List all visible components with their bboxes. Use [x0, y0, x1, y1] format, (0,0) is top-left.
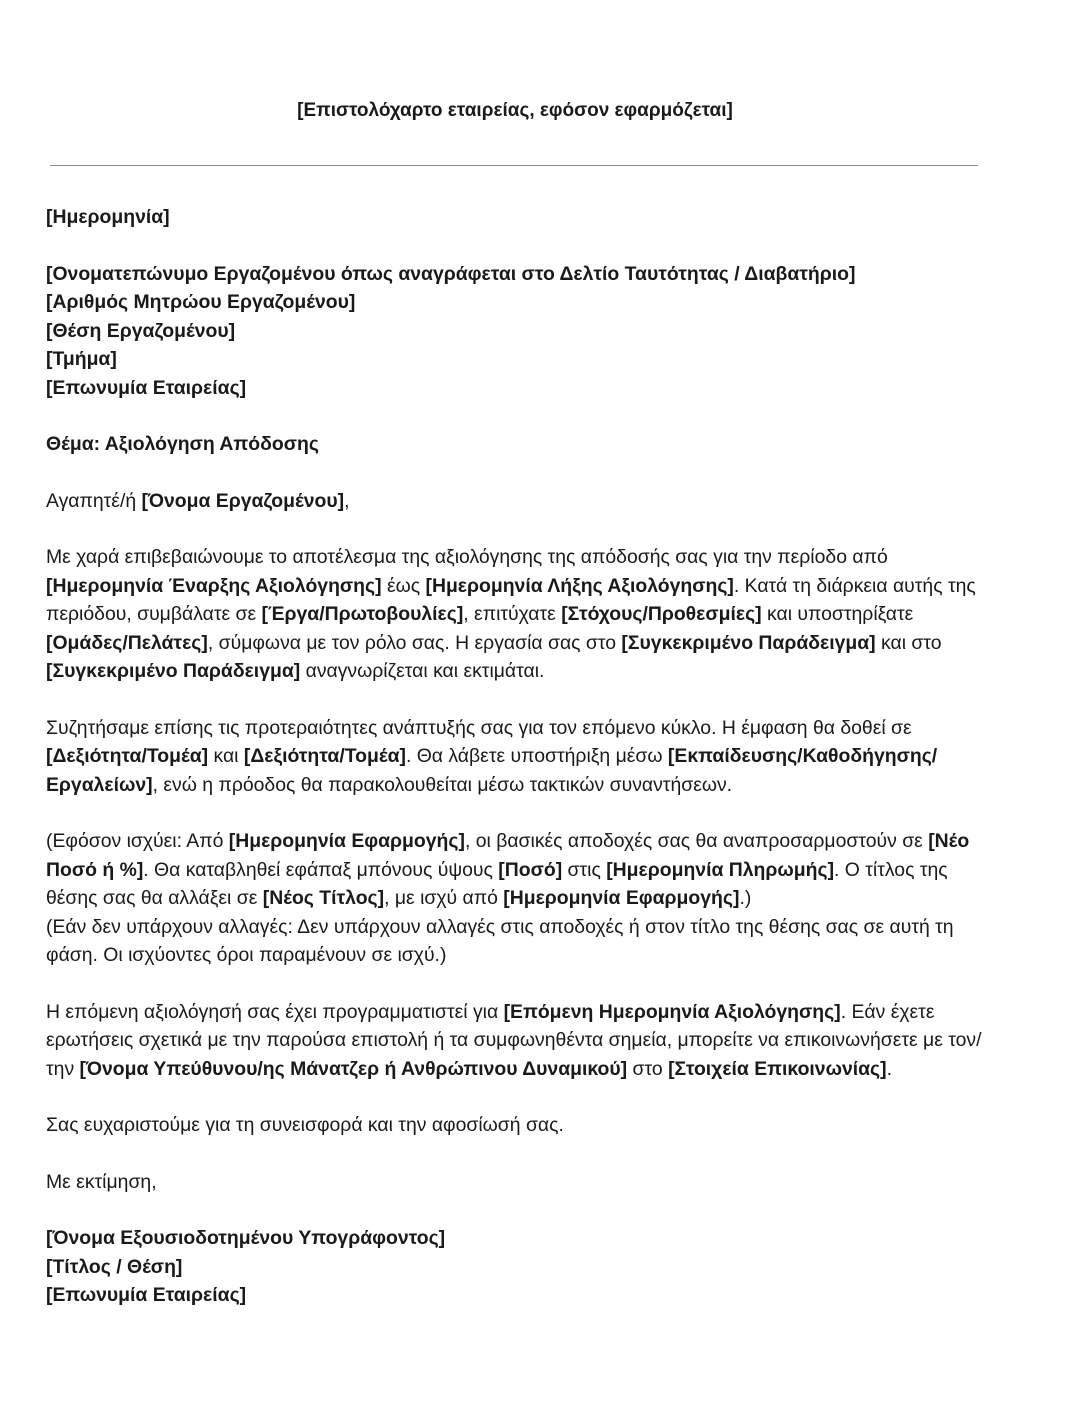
text-fragment: Με χαρά επιβεβαιώνουμε το αποτέλεσμα της αξιολόγησης της απόδοσής σας για την περίοδο από — [46, 546, 888, 568]
paragraph-no-change: (Εάν δεν υπάρχουν αλλαγές: Δεν υπάρχουν αλλαγές στις αποδοχές ή στον τίτλο της θέσης σας σε αυτή τη φάση. Οι ισχύοντες όροι παραμένουν σε ισχύ.) — [46, 915, 954, 966]
recipient-block — [46, 260, 986, 403]
text-fragment: (Εφόσον ισχύει: Από — [46, 830, 229, 852]
text-fragment: . Εάν έχετε ερωτήσεις σχετικά με την παρούσα επιστολή ή τα συμφωνηθέντα σημεία, μπορείτε να επικοινωνήσετε με τον/την — [46, 1000, 982, 1080]
recipient-company: [Επωνυμία Εταιρείας] — [46, 376, 247, 399]
text-fragment: . Κατά τη διάρκεια αυτής της περιόδου, συμβάλατε σε — [46, 574, 976, 625]
closing-line: Με εκτίμηση, — [46, 1170, 157, 1193]
text-fragment: στις — [562, 858, 607, 881]
text-fragment: , επιτύχατε — [463, 603, 562, 625]
placeholder-example-1: [Συγκεκριμένο Παράδειγμα] — [621, 631, 876, 654]
text-fragment: Συζητήσαμε επίσης τις προτεραιότητες ανάπτυξής σας για τον επόμενο κύκλο. Η έμφαση θα δοθεί σε — [46, 716, 912, 739]
signature-block — [46, 1224, 986, 1310]
placeholder-skill-1: [Δεξιότητα/Τομέα] — [46, 745, 209, 767]
signatory-name: [Όνομα Εξουσιοδοτημένου Υπογράφοντος] — [46, 1227, 446, 1249]
paragraph-compensation-change — [46, 827, 986, 913]
paragraph-next-review — [46, 998, 986, 1084]
letter-body — [46, 203, 986, 1338]
recipient-position: [Θέση Εργαζομένου] — [46, 319, 236, 342]
text-fragment: .) — [739, 887, 752, 909]
recipient-department: [Τμήμα] — [46, 348, 117, 370]
text-fragment: , σύμφωνα με τον ρόλο σας. Η εργασία σας στο — [207, 631, 622, 654]
placeholder-effective-date-2: [Ημερομηνία Εφαρμογής] — [503, 887, 740, 909]
subject-line: Θέμα: Αξιολόγηση Απόδοσης — [46, 433, 319, 455]
header-divider — [50, 165, 978, 166]
text-fragment: , ενώ η πρόοδος θα παρακολουθείται μέσω τακτικών συναντήσεων. — [152, 773, 733, 796]
salutation-prefix: Αγαπητέ/ή — [46, 489, 142, 512]
placeholder-start-date: [Ημερομηνία Έναρξης Αξιολόγησης] — [46, 574, 382, 597]
letterhead: [Επιστολόχαρτο εταιρείας, εφόσον εφαρμόζεται] — [297, 100, 733, 121]
letter-date: [Ημερομηνία] — [46, 206, 170, 228]
text-fragment: έως — [381, 574, 426, 597]
text-fragment: και στο — [875, 631, 942, 654]
placeholder-end-date: [Ημερομηνία Λήξης Αξιολόγησης] — [425, 574, 734, 597]
placeholder-skill-2: [Δεξιότητα/Τομέα] — [243, 745, 406, 767]
recipient-name: [Ονοματεπώνυμο Εργαζομένου όπως αναγράφεται στο Δελτίο Ταυτότητας / Διαβατήριο] — [46, 262, 856, 285]
signatory-title: [Τίτλος / Θέση] — [46, 1255, 183, 1278]
placeholder-contact-person: [Όνομα Υπεύθυνου/ης Μάνατζερ ή Ανθρώπινου Δυναμικού] — [79, 1057, 628, 1080]
placeholder-new-amount: [Νέο Ποσό ή %] — [46, 830, 970, 881]
text-fragment: . Ο τίτλος της θέσης σας θα αλλάξει σε — [46, 858, 948, 909]
salutation-name: [Όνομα Εργαζομένου] — [141, 489, 345, 512]
placeholder-teams: [Ομάδες/Πελάτες] — [46, 631, 208, 654]
recipient-id: [Αριθμός Μητρώου Εργαζομένου] — [46, 291, 356, 313]
placeholder-bonus-amount: [Ποσό] — [498, 858, 563, 881]
text-fragment: και υποστηρίξατε — [761, 603, 914, 625]
text-fragment: . Θα λάβετε υποστήριξη μέσω — [405, 745, 668, 767]
placeholder-goals: [Στόχους/Προθεσμίες] — [561, 603, 762, 625]
paragraph-development — [46, 714, 986, 800]
placeholder-support: [Εκπαίδευσης/Καθοδήγησης/Εργαλείων] — [46, 745, 938, 796]
salutation-suffix: , — [344, 489, 350, 512]
placeholder-next-review-date: [Επόμενη Ημερομηνία Αξιολόγησης] — [503, 1000, 841, 1023]
text-fragment: . — [886, 1057, 892, 1080]
placeholder-payment-date: [Ημερομηνία Πληρωμής] — [606, 858, 835, 881]
salutation — [46, 487, 986, 516]
placeholder-effective-date: [Ημερομηνία Εφαρμογής] — [228, 830, 465, 852]
text-fragment: Η επόμενη αξιολόγησή σας έχει προγραμματιστεί για — [46, 1000, 504, 1023]
text-fragment: . Θα καταβληθεί εφάπαξ μπόνους ύψους — [143, 858, 499, 881]
text-fragment: αναγνωρίζεται και εκτιμάται. — [300, 660, 545, 682]
placeholder-new-title: [Νέος Τίτλος] — [262, 887, 385, 909]
placeholder-contact-details: [Στοιχεία Επικοινωνίας] — [668, 1057, 887, 1080]
text-fragment: και — [208, 745, 244, 767]
placeholder-projects: [Έργα/Πρωτοβουλίες] — [261, 603, 464, 625]
text-fragment: στο — [627, 1057, 669, 1080]
signatory-company: [Επωνυμία Εταιρείας] — [46, 1284, 247, 1306]
text-fragment: , με ισχύ από — [384, 887, 504, 909]
text-fragment: , οι βασικές αποδοχές σας θα αναπροσαρμοστούν σε — [464, 830, 929, 852]
thanks-line: Σας ευχαριστούμε για τη συνεισφορά και την αφοσίωσή σας. — [46, 1114, 564, 1136]
placeholder-example-2: [Συγκεκριμένο Παράδειγμα] — [46, 660, 301, 682]
paragraph-performance — [46, 543, 986, 686]
